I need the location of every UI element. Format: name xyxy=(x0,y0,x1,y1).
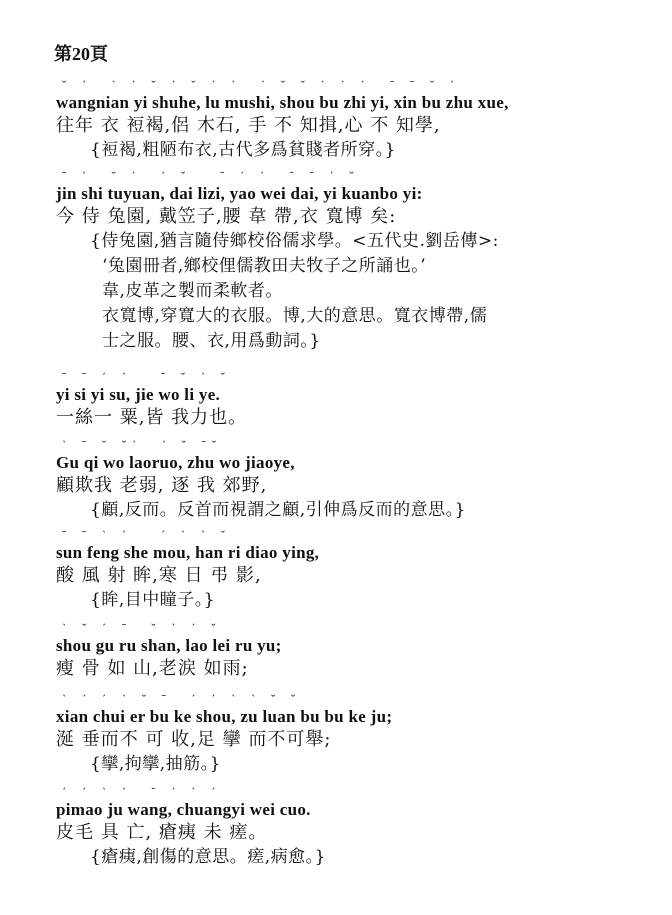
annotation-line: {顧,反而。反首而視謂之顧,引伸爲反而的意思。} xyxy=(90,500,466,520)
page-title: 第20頁 xyxy=(54,44,108,64)
annotation-line: {裋褐,粗陋布衣,古代多爲貧賤者所穿。} xyxy=(90,140,396,160)
chinese-line: 往年 衣 裋褐,侶 木石, 手 不 知揖,心 不 知學, xyxy=(56,115,441,136)
annotation-line: {侍兔園,猶言隨侍鄉校俗儒求學。<五代史.劉岳傳>: xyxy=(90,231,499,251)
verse-block xyxy=(56,694,392,777)
annotation-line: 士之服。腰、衣,用爲動詞。} xyxy=(102,331,321,351)
verse-block xyxy=(56,787,326,870)
verse-block xyxy=(56,171,499,354)
annotation-line: {瘡痍,創傷的意思。瘥,病愈。} xyxy=(90,847,326,867)
chinese-line: 一絲一 粟,皆 我力也。 xyxy=(56,407,248,428)
pinyin-line: shou gu ru shan, lao lei ru yu; xyxy=(56,636,282,655)
tone-marks: ˉ ˉ ˊ ˋ ˉ ˇ ˋ ˇ xyxy=(62,370,232,385)
verse-block xyxy=(56,623,282,681)
tone-marks: ˉ ˉ ˋ ˊ ˊ ˋ ˋ ˇ xyxy=(62,528,232,543)
verse-block xyxy=(56,440,466,523)
chinese-line: 涎 垂而不 可 收,足 攣 而不可舉; xyxy=(56,729,332,750)
pinyin-line: wangnian yi shuhe, lu mushi, shou bu zhi yi, xin bu zhu xue, xyxy=(56,93,509,112)
chinese-line: 酸 風 射 眸,寒 日 弔 影, xyxy=(56,565,262,586)
annotation-line: 韋,皮革之製而柔軟者。 xyxy=(102,281,283,301)
annotation-line: ‘兔園冊者,鄉校俚儒教田夫牧子之所誦也。’ xyxy=(102,256,427,276)
tone-marks: ˋ ˇ ˊ ˉ ˇ ˋ ˊ ˇ xyxy=(62,621,222,636)
pinyin-line: jin shi tuyuan, dai lizi, yao wei dai, yi kuanbo yi: xyxy=(56,184,423,203)
pinyin-line: xian chui er bu ke shou, zu luan bu bu ke ju; xyxy=(56,707,393,726)
annotation-line: {眸,目中瞳子。} xyxy=(90,590,216,610)
tone-marks: ˊ ˊ ˋ ˊ ˉ ˊ ˋ ˊ xyxy=(62,785,222,800)
tone-marks: ˋ ˉ ˇ ˇˋ ˊ ˇ ˉˇ xyxy=(62,438,223,453)
verse-block xyxy=(56,530,319,613)
chinese-line: 顧欺我 老弱, 逐 我 郊野, xyxy=(56,475,268,496)
verse-block xyxy=(56,372,247,430)
pinyin-line: pimao ju wang, chuangyi wei cuo. xyxy=(56,800,311,819)
pinyin-line: Gu qi wo laoruo, zhu wo jiaoye, xyxy=(56,453,295,472)
chinese-line: 瘦 骨 如 山,老涙 如雨; xyxy=(56,658,249,679)
tone-marks: ˋ ˊ ˊ ˋ ˇ ˉ ˊ ˊ ˋ ˋ ˇ ˇ xyxy=(62,692,302,707)
chinese-line: 皮毛 具 亡, 瘡痍 未 瘥。 xyxy=(56,822,268,843)
annotation-line: {攣,拘攣,抽筋。} xyxy=(90,754,221,774)
tone-marks: ˉ ˋ ˇ ˊ ˋ ˇ ˉ ˊ ˋ ˉ ˉ ˊ ˇ xyxy=(62,169,360,184)
pinyin-line: yi si yi su, jie wo li ye. xyxy=(56,385,221,404)
pinyin-line: sun feng she mou, han ri diao ying, xyxy=(56,543,320,562)
verse-block xyxy=(56,80,509,163)
tone-marks: ˇ ˊ ˋ ˊ ˇ ˊ ˇ ˊ ˋ ˊ ˇ ˇ ˋ ˊ ˊ ˉ ˉ ˇ ˊ xyxy=(62,78,461,93)
chinese-line: 今 侍 兔園, 戴笠子,腰 韋 帶,衣 寬博 矣: xyxy=(56,206,397,227)
annotation-line: 衣寬博,穿寬大的衣服。博,大的意思。寬衣博帶,儒 xyxy=(102,306,488,326)
